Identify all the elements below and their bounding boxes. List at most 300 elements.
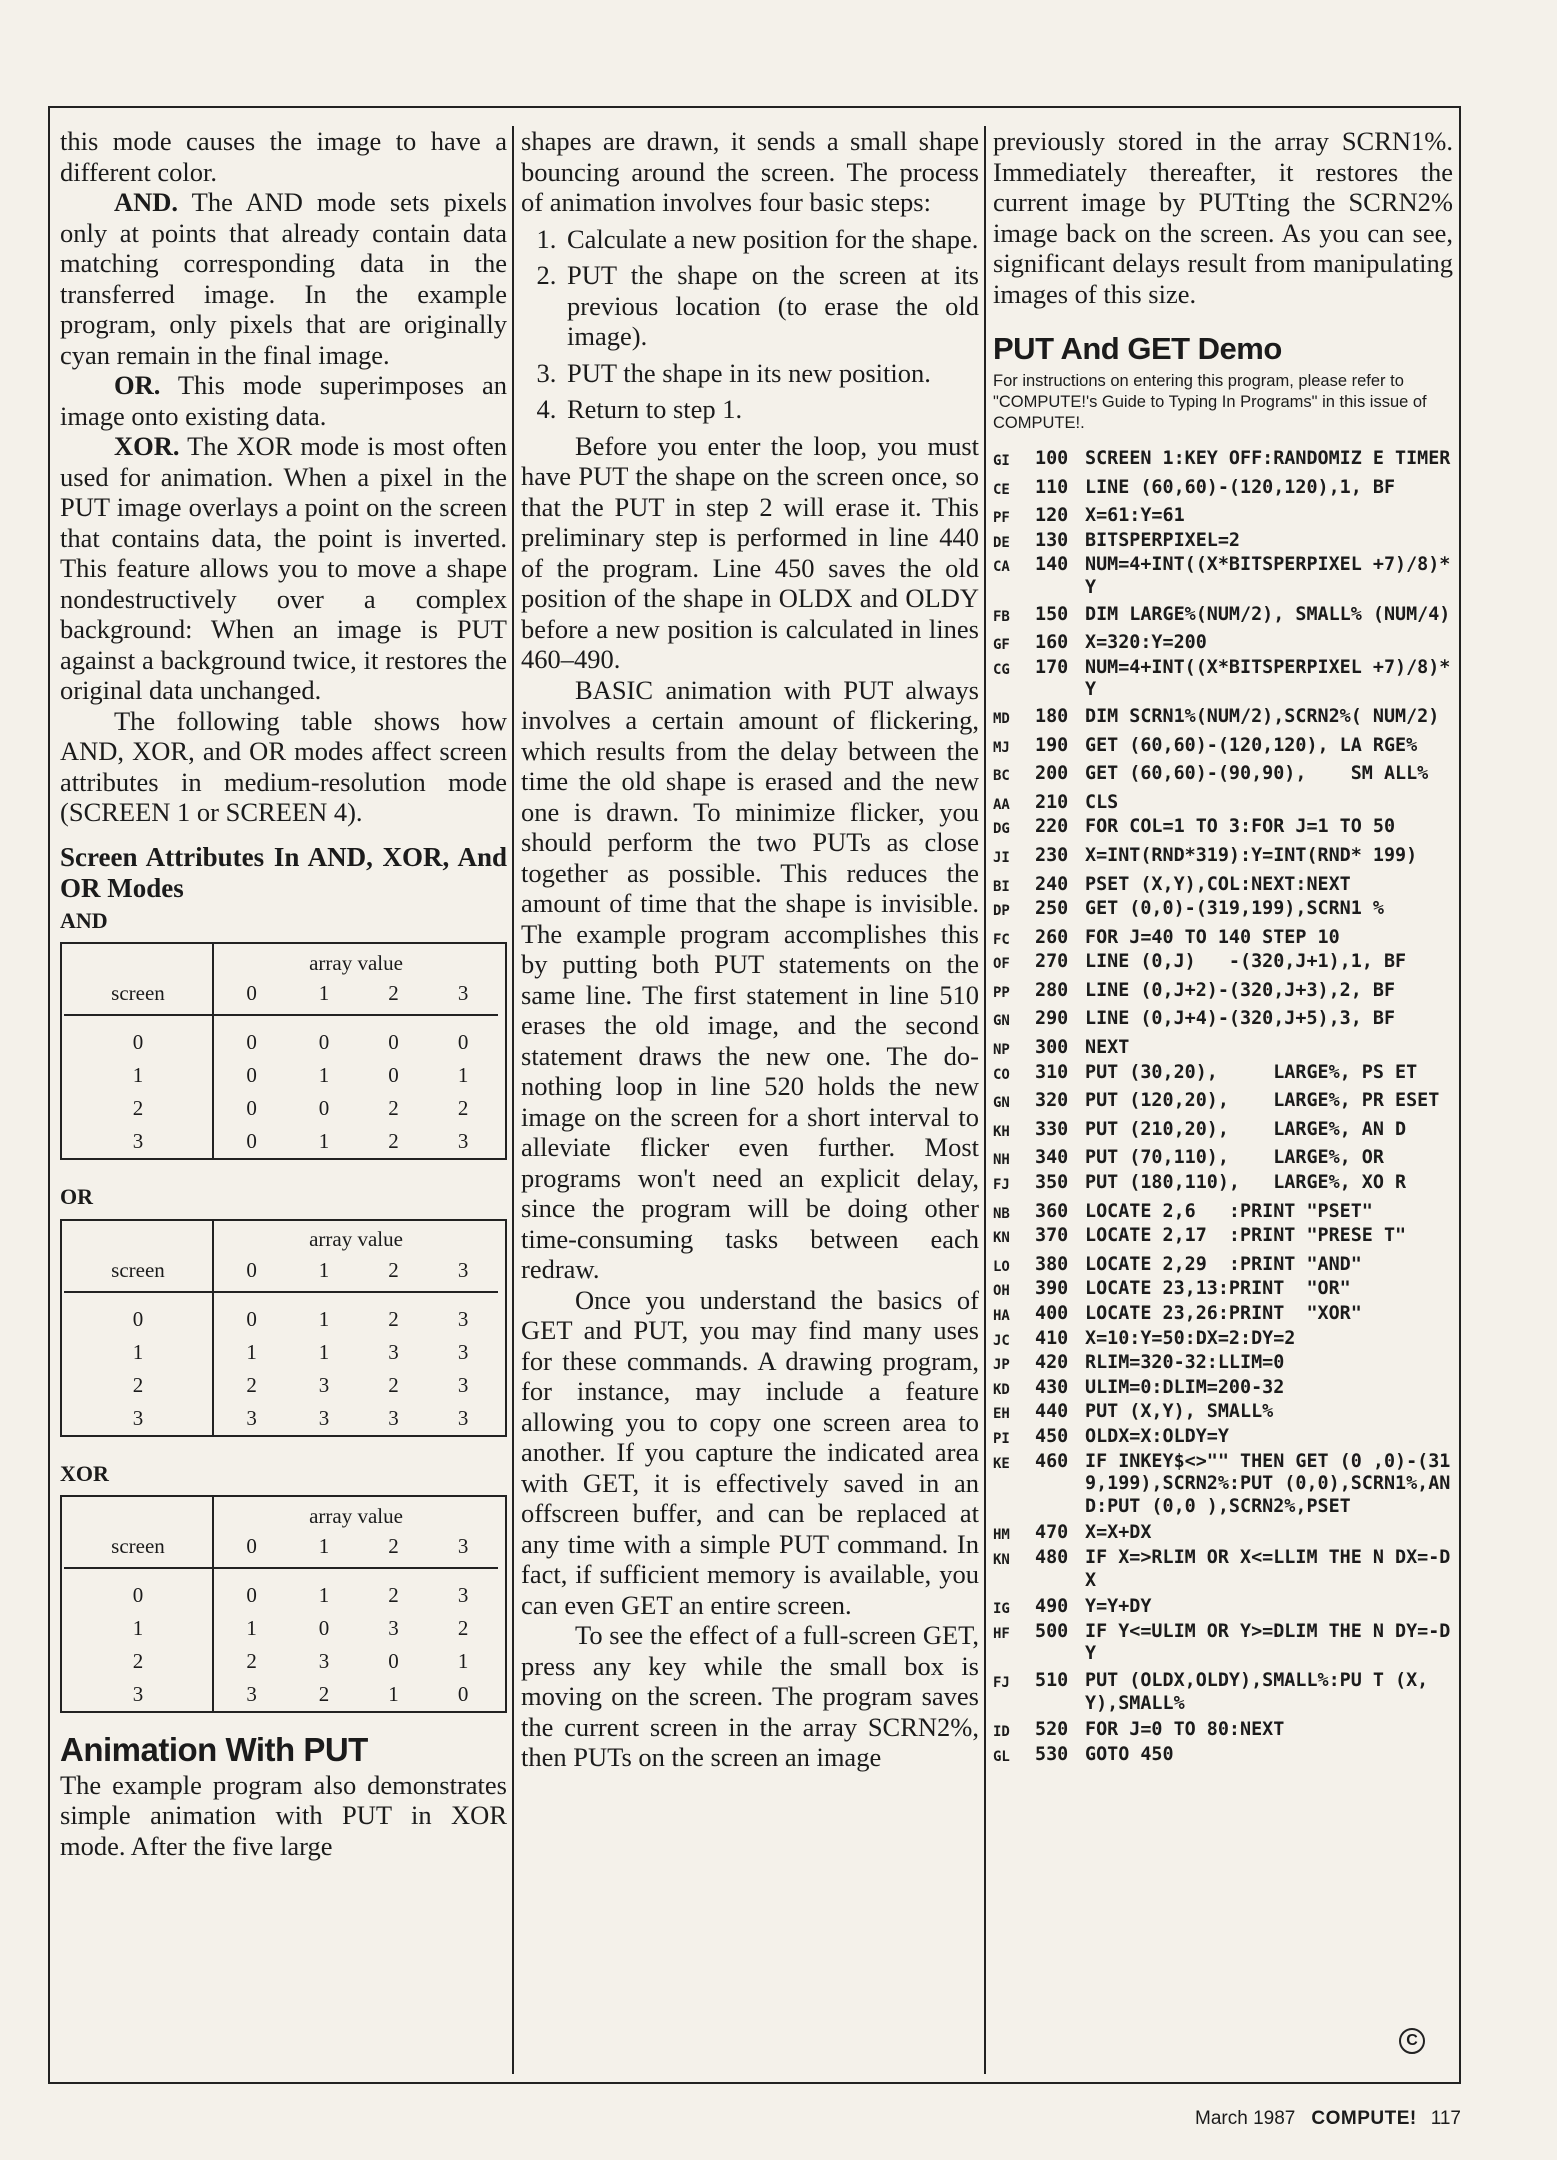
column-header: 0 [213,978,289,1015]
screen-value-cell: 3 [64,1402,213,1435]
code-text: IF X=>RLIM OR X<=LLIM THE N DX=-DX [1085,1546,1451,1591]
code-line [993,792,1453,817]
code-text: FOR COL=1 TO 3:FOR J=1 TO 50 [1085,816,1396,838]
code-line [993,1172,1453,1197]
checksum: FB [993,608,1010,625]
line-number: 170 [1035,656,1069,678]
screen-value-cell: 2 [64,1092,213,1125]
line-number: 100 [1035,448,1069,469]
result-cell: 0 [318,1030,330,1055]
table-row [64,1369,498,1402]
code-line [993,898,1453,923]
result-cell: 2 [388,1129,399,1154]
attribute-table [60,942,507,1160]
result-cell: 3 [388,1616,399,1641]
table-row [64,1645,498,1678]
code-text: NUM=4+INT((X*BITSPERPIXEL +7)/8)*Y [1085,656,1451,701]
table-row [64,1568,498,1612]
checksum: OF [993,956,1010,973]
table-row [64,1059,498,1092]
column-header: 3 [428,1255,498,1292]
column-header: 3 [428,978,498,1015]
line-number: 240 [1035,873,1069,895]
intro-paragraph: this mode causes the image to have a different color. [60,126,507,187]
code-line [993,1377,1453,1402]
column-header: 2 [359,1531,429,1568]
checksum: NH [993,1152,1010,1169]
result-cell: 0 [388,1063,399,1088]
checksum: IG [993,1601,1010,1618]
result-cell: 1 [318,1129,330,1154]
column-2 [521,126,979,2072]
xor-text: The XOR mode is most often used for animation. When a pixel in the PUT image overlays a point on the screen that contains data, the point is inverted. This feature allows you to move a shape nondestructively over a complex background: When an image is PUT against a background twice, it restores the original data unchanged. [60,431,507,705]
line-number: 460 [1035,1450,1069,1472]
table-grid [64,1221,498,1435]
table-row [64,1678,498,1711]
result-cell: 2 [388,1372,399,1397]
checksum: GI [993,453,1010,469]
column-header: 1 [289,978,359,1015]
checksum: GL [993,1748,1010,1765]
code-text: LOCATE 2,29 :PRINT "AND" [1085,1253,1362,1275]
footer-date: March 1987 [1195,2108,1296,2129]
code-line [993,1278,1453,1303]
step-item: 4. Return to step 1. [563,394,979,425]
attribute-table [60,1219,507,1437]
result-cell: 2 [457,1616,469,1641]
code-text: LINE (60,60)-(120,120),1, BF [1085,476,1396,498]
result-cell: 0 [457,1030,469,1055]
code-line [993,763,1453,788]
code-line [993,1352,1453,1377]
screen-value-cell: 1 [64,1336,213,1369]
code-text: BITSPERPIXEL=2 [1085,529,1241,551]
step-item: 2. PUT the shape on the screen at its previous location (to erase the old image). [563,260,979,352]
result-cell: 2 [457,1096,469,1121]
result-cell: 2 [246,1372,257,1397]
checksum: FJ [993,1177,1010,1194]
code-text: PUT (OLDX,OLDY),SMALL%:PU T (X,Y),SMALL% [1085,1669,1429,1714]
checksum: MD [993,710,1010,727]
and-text: The AND mode sets pixels only at points that already contain data matching corresponding data in the transferred image. In the example program, only pixels that are originally cyan remain in the final image. [60,187,507,370]
code-line [993,1596,1453,1621]
code-text: LOCATE 23,13:PRINT "OR" [1085,1278,1351,1300]
checksum: OH [993,1283,1010,1300]
screen-value-cell: 3 [64,1125,213,1158]
checksum: HM [993,1527,1010,1544]
step-item: 1. Calculate a new position for the shape. [563,224,979,255]
code-text: LOCATE 2,6 :PRINT "PSET" [1085,1200,1373,1222]
checksum: KE [993,1455,1010,1472]
code-line [993,1225,1453,1250]
result-cell: 0 [318,1616,330,1641]
code-line [993,816,1453,841]
code-line [993,1451,1453,1519]
line-number: 270 [1035,951,1069,973]
code-line [993,1670,1453,1715]
line-number: 190 [1035,734,1069,756]
code-line [993,505,1453,530]
line-number: 260 [1035,926,1069,948]
table-row [64,1336,498,1369]
code-line [993,951,1453,976]
code-line [993,1062,1453,1087]
column-rule-1 [512,126,514,2074]
line-number: 200 [1035,763,1069,785]
result-cell: 0 [388,1030,399,1055]
code-text: GET (0,0)-(319,199),SCRN1 % [1085,898,1384,920]
array-value-header: array value [309,1227,403,1251]
table-row [64,1612,498,1645]
screen-value-cell: 2 [64,1369,213,1402]
code-line [993,874,1453,899]
screen-value-cell: 3 [64,1678,213,1711]
line-number: 150 [1035,603,1069,625]
array-value-header: array value [309,1503,403,1528]
column-header: 1 [289,1531,359,1568]
result-cell: 2 [388,1306,399,1331]
table-label: AND [60,907,108,933]
line-number: 370 [1035,1225,1069,1247]
line-number: 220 [1035,816,1069,838]
code-text: DIM LARGE%(NUM/2), SMALL% (NUM/4) [1085,603,1451,625]
checksum: FJ [993,1674,1010,1691]
result-cell: 2 [246,1649,257,1674]
checksum: BI [993,878,1010,895]
attribute-table [60,1495,507,1713]
line-number: 510 [1035,1669,1069,1691]
line-number: 280 [1035,979,1069,1001]
result-cell: 3 [246,1682,257,1707]
table-row [64,1092,498,1125]
line-number: 410 [1035,1327,1069,1349]
code-line [993,530,1453,555]
program-title: PUT And GET Demo [993,331,1282,366]
checksum: MJ [993,739,1010,756]
result-cell: 1 [318,1339,330,1364]
result-cell: 1 [457,1649,469,1674]
copyright-icon: C [1399,2028,1425,2054]
table-grid [64,944,498,1158]
animation-heading: Animation With PUT [60,1731,368,1768]
code-line [993,1328,1453,1353]
table-row [64,1292,498,1336]
code-line [993,554,1453,599]
screen-value-cell: 1 [64,1059,213,1092]
line-number: 500 [1035,1620,1069,1642]
checksum: NP [993,1042,1010,1059]
table-label: XOR [60,1460,109,1486]
table-label: OR [60,1184,93,1209]
checksum: KD [993,1381,1010,1398]
code-line [993,1254,1453,1279]
result-cell: 3 [388,1339,399,1364]
result-cell: 1 [457,1063,469,1088]
page-frame [48,106,1461,2084]
code-line [993,1719,1453,1744]
code-text: X=INT(RND*319):Y=INT(RND* 199) [1085,844,1418,866]
result-cell: 3 [457,1339,469,1364]
and-paragraph [60,187,507,370]
code-text: X=X+DX [1085,1522,1152,1544]
result-cell: 3 [318,1649,330,1674]
or-lead: OR. [114,370,161,400]
checksum: PF [993,510,1010,527]
col2-paragraph-4: Once you understand the basics of GET and PUT, you may find many uses for these commands. A drawing program, for instance, may include a feature allowing you to copy one screen area to another. If you capture the indicated area with GET, it is effectively saved in an offscreen buffer, and can be replaced at any time with a simple PUT command. In fact, if sufficient memory is available, you can even GET an entire screen. [521,1284,979,1620]
code-text: PUT (210,20), LARGE%, AN D [1085,1118,1407,1140]
checksum: ID [993,1724,1010,1741]
line-number: 490 [1035,1596,1069,1618]
line-number: 160 [1035,632,1069,654]
code-line [993,1426,1453,1451]
screen-value-cell: 1 [64,1612,213,1645]
checksum: HF [993,1625,1010,1642]
code-text: PUT (70,110), LARGE%, OR [1085,1147,1384,1169]
code-text: GET (60,60)-(90,90), SM ALL% [1085,763,1429,785]
code-text: RLIM=320-32:LLIM=0 [1085,1352,1285,1374]
result-cell: 0 [246,1129,257,1154]
line-number: 110 [1035,476,1069,498]
result-cell: 1 [388,1682,399,1707]
table-corner [64,1221,213,1255]
line-number: 520 [1035,1719,1069,1741]
code-line [993,1147,1453,1172]
column-1 [60,126,507,2072]
checksum: PP [993,984,1010,1001]
line-number: 390 [1035,1278,1069,1300]
result-cell: 0 [246,1306,257,1331]
code-text: FOR J=0 TO 80:NEXT [1085,1719,1285,1741]
screen-header: screen [64,1531,213,1568]
code-text: OLDX=X:OLDY=Y [1085,1425,1229,1447]
code-text: X=320:Y=200 [1085,632,1207,654]
line-number: 360 [1035,1200,1069,1222]
checksum: DE [993,534,1010,551]
screen-value-cell: 0 [64,1292,213,1336]
column-header: 0 [213,1531,289,1568]
result-cell: 1 [246,1339,257,1364]
checksum: FC [993,931,1010,948]
code-text: PUT (X,Y), SMALL% [1085,1401,1274,1423]
code-text: PSET (X,Y),COL:NEXT:NEXT [1085,873,1351,895]
code-line [993,1303,1453,1328]
xor-lead: XOR. [114,431,180,461]
checksum: JC [993,1332,1010,1349]
code-text: X=61:Y=61 [1085,505,1185,527]
result-cell: 3 [318,1372,330,1397]
page-footer [1195,2108,1461,2130]
screen-header: screen [64,978,213,1015]
checksum: LO [993,1258,1010,1275]
col2-paragraph-1: shapes are drawn, it sends a small shape bouncing around the screen. The process of animation involves four basic steps: [521,126,979,217]
line-number: 140 [1035,554,1069,576]
code-text: FOR J=40 TO 140 STEP 10 [1085,926,1340,948]
result-cell: 0 [388,1649,399,1674]
code-text: LINE (0,J) -(320,J+1),1, BF [1085,951,1407,973]
col3-paragraph-1: previously stored in the array SCRN1%. Immediately thereafter, it restores the current image by PUTting the SCRN2% image back on the screen. As you can see, significant delays result from manipulating images of this size. [993,126,1453,309]
xor-paragraph [60,431,507,706]
code-line [993,1201,1453,1226]
result-cell: 2 [318,1682,330,1707]
footer-page-number: 117 [1430,2108,1461,2129]
code-line [993,604,1453,629]
line-number: 350 [1035,1172,1069,1194]
or-paragraph [60,370,507,431]
column-header: 0 [213,1255,289,1292]
table-section-heading: Screen Attributes In AND, XOR, And OR Modes [60,841,507,903]
checksum: CA [993,559,1010,576]
result-cell: 3 [457,1372,469,1397]
table-row [64,1015,498,1059]
result-cell: 3 [457,1405,469,1430]
footer-magazine: COMPUTE! [1311,2108,1417,2129]
code-line [993,927,1453,952]
line-number: 420 [1035,1352,1069,1374]
line-number: 380 [1035,1253,1069,1275]
code-text: ULIM=0:DLIM=200-32 [1085,1376,1285,1398]
line-number: 210 [1035,791,1069,813]
table-row [64,1125,498,1158]
result-cell: 3 [457,1129,469,1154]
checksum: DP [993,903,1010,920]
code-line [993,448,1453,473]
checksum: GN [993,1095,1010,1112]
line-number: 340 [1035,1147,1069,1169]
checksum: HA [993,1308,1010,1324]
table-corner [64,1497,213,1531]
code-text: PUT (120,20), LARGE%, PR ESET [1085,1090,1440,1112]
code-text: Y=Y+DY [1085,1596,1152,1618]
code-text: GOTO 450 [1085,1743,1174,1765]
code-line [993,980,1453,1005]
checksum: BC [993,768,1010,785]
checksum: KH [993,1123,1010,1140]
program-listing [993,448,1453,1768]
checksum: CO [993,1066,1010,1083]
table-row [64,1402,498,1435]
screen-header: screen [64,1255,213,1292]
column-header: 1 [289,1255,359,1292]
code-line [993,1119,1453,1144]
animation-paragraph: The example program also demonstrates simple animation with PUT in XOR mode. After the five large [60,1769,507,1861]
line-number: 300 [1035,1037,1069,1059]
code-text: SCREEN 1:KEY OFF:RANDOMIZ E TIMER [1085,448,1451,469]
table-intro-paragraph: The following table shows how AND, XOR, and OR modes affect screen attributes in medium-resolution mode (SCREEN 1 or SCREEN 4). [60,705,507,827]
code-line [993,477,1453,502]
checksum: EH [993,1406,1010,1423]
code-line [993,1090,1453,1115]
line-number: 320 [1035,1090,1069,1112]
code-line [993,706,1453,731]
code-line [993,1621,1453,1666]
result-cell: 2 [388,1583,399,1608]
result-cell: 0 [246,1063,257,1088]
result-cell: 2 [388,1096,399,1121]
checksum: PI [993,1430,1010,1447]
code-text: IF INKEY$<>"" THEN GET (0 ,0)-(319,199),SCRN2%:PUT (0,0),SCRN1%,AND:PUT (0,0 ),SCRN2%,PSET [1085,1450,1451,1517]
checksum: CE [993,481,1010,498]
checksum: GN [993,1013,1010,1030]
code-text: NEXT [1085,1037,1130,1059]
checksum: KN [993,1551,1010,1568]
code-line [993,1547,1453,1592]
screen-value-cell: 2 [64,1645,213,1678]
code-text: PUT (30,20), LARGE%, PS ET [1085,1061,1418,1083]
line-number: 480 [1035,1546,1069,1568]
program-note: For instructions on entering this program, please refer to "COMPUTE!'s Guide to Typing In Programs" in this issue of COMPUTE!. [993,372,1427,432]
array-value-header: array value [309,950,403,975]
line-number: 400 [1035,1303,1069,1324]
table-grid [64,1497,498,1711]
line-number: 330 [1035,1118,1069,1140]
line-number: 440 [1035,1401,1069,1423]
result-cell: 0 [246,1583,257,1608]
step-item: 3. PUT the shape in its new position. [563,358,979,389]
code-line [993,1008,1453,1033]
line-number: 120 [1035,505,1069,527]
line-number: 180 [1035,705,1069,727]
result-cell: 3 [388,1405,399,1430]
line-number: 530 [1035,1743,1069,1765]
code-text: LINE (0,J+4)-(320,J+5),3, BF [1085,1008,1396,1030]
table-corner [64,944,213,978]
code-line [993,1401,1453,1426]
code-line [993,632,1453,657]
line-number: 450 [1035,1425,1069,1447]
code-text: LOCATE 2,17 :PRINT "PRESE T" [1085,1225,1407,1247]
checksum: GF [993,637,1010,654]
result-cell: 3 [246,1405,257,1430]
code-line [993,735,1453,760]
animation-steps-list [521,224,979,425]
col2-paragraph-5: To see the effect of a full-screen GET, press any key while the small box is moving on the screen. The program saves the current screen in the array SCRN2%, then PUTs on the screen an image [521,1620,979,1772]
line-number: 430 [1035,1376,1069,1398]
result-cell: 3 [318,1405,330,1430]
result-cell: 0 [318,1096,330,1121]
checksum: AA [993,796,1010,813]
code-line [993,1037,1453,1062]
code-text: CLS [1085,791,1119,813]
column-header: 2 [359,978,429,1015]
line-number: 290 [1035,1008,1069,1030]
code-text: GET (60,60)-(120,120), LA RGE% [1085,734,1418,756]
line-number: 230 [1035,844,1069,866]
column-3 [993,126,1453,2072]
column-header: 2 [359,1255,429,1292]
code-text: LOCATE 23,26:PRINT "XOR" [1085,1303,1362,1324]
column-rule-2 [984,126,986,2074]
checksum: CG [993,661,1010,678]
col2-paragraph-3: BASIC animation with PUT always involves a certain amount of flickering, which results from the delay between the time the old shape is erased and the new one is drawn. To minimize flicker, you should perform the two PUTs as close together as possible. This reduces the amount of time that the shape is invisible. The example program accomplishes this by putting both PUT statements on the same line. The first statement in line 510 erases the old image, and the second statement draws the new one. The do-nothing loop in line 520 holds the new image on the screen for a short interval to alleviate flicker even further. Most programs won't need an explicit delay, since the program will be doing other time-consuming tasks between each redraw. [521,674,979,1284]
code-line [993,845,1453,870]
column-header: 3 [428,1531,498,1568]
result-cell: 1 [318,1583,330,1608]
screen-value-cell: 0 [64,1568,213,1612]
result-cell: 3 [457,1306,469,1331]
code-text: DIM SCRN1%(NUM/2),SCRN2%( NUM/2) [1085,705,1440,727]
result-cell: 0 [246,1030,257,1055]
result-cell: 1 [246,1616,257,1641]
line-number: 130 [1035,529,1069,551]
result-cell: 1 [318,1063,330,1088]
and-lead: AND. [114,187,179,217]
code-line [993,1522,1453,1547]
result-cell: 0 [457,1682,469,1707]
line-number: 310 [1035,1061,1069,1083]
code-text: PUT (180,110), LARGE%, XO R [1085,1172,1407,1194]
screen-value-cell: 0 [64,1015,213,1059]
code-text: IF Y<=ULIM OR Y>=DLIM THE N DY=-DY [1085,1620,1451,1665]
